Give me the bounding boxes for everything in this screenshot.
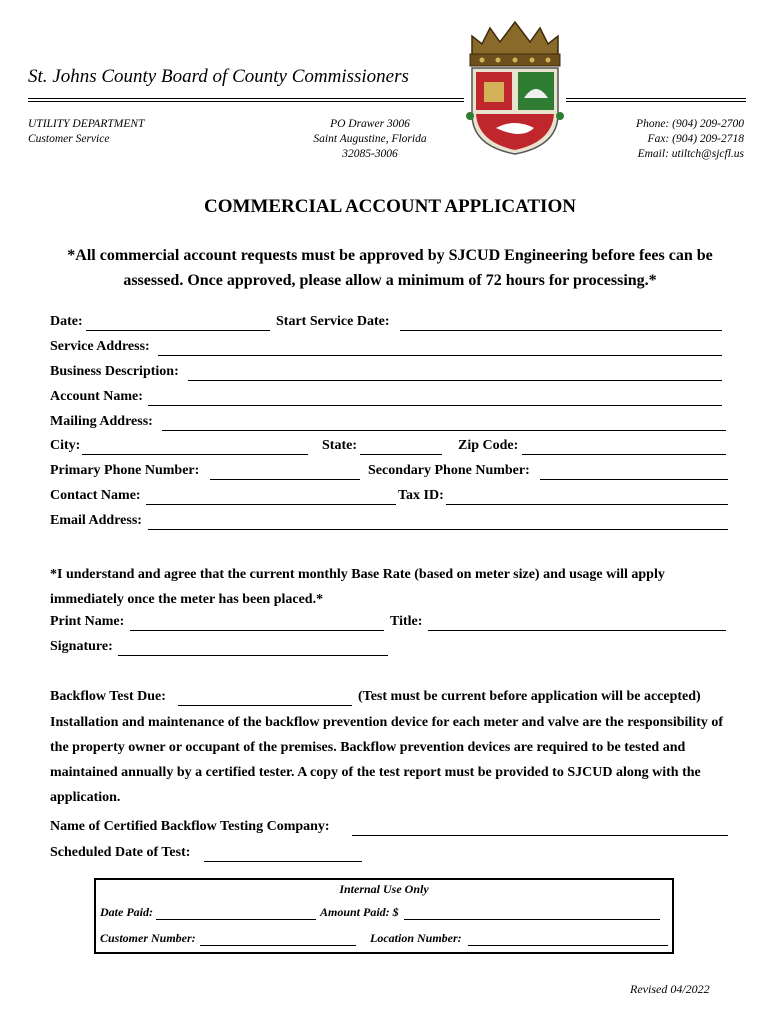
backflow-company-field[interactable] [352, 835, 728, 836]
email-address-label: Email Address: [50, 513, 142, 528]
header-rule-left [28, 98, 464, 102]
city-field[interactable] [82, 454, 308, 455]
scheduled-date-field[interactable] [204, 861, 362, 862]
date-paid-field[interactable] [156, 919, 316, 920]
signature-field[interactable] [118, 655, 388, 656]
date-paid-label: Date Paid: [100, 905, 153, 919]
title-label: Title: [390, 614, 423, 629]
backflow-paragraph: Installation and maintenance of the backflow prevention device for each meter and valve are the responsibility of the property owner or occupant of the premises. Backflow prevention devices are required to be tested and maintained annually by a certified tester. A copy of the test report must be provided to SJCUD along with the application. [50, 715, 724, 805]
business-description-label: Business Description: [50, 364, 179, 379]
title-field[interactable] [428, 630, 726, 631]
backflow-company-label: Name of Certified Backflow Testing Company: [50, 819, 330, 834]
internal-use-heading: Internal Use Only [339, 882, 429, 896]
primary-phone-field[interactable] [210, 479, 360, 480]
contact-name-label: Contact Name: [50, 488, 141, 503]
mailing-address-label: Mailing Address: [50, 414, 153, 429]
business-description-field[interactable] [188, 380, 722, 381]
amount-paid-label: Amount Paid: $ [320, 905, 399, 919]
base-rate-agreement: *I understand and agree that the current monthly Base Rate (based on meter size) and usage will apply immediately once the meter has been placed.* [50, 567, 665, 607]
customer-number-label: Customer Number: [100, 931, 196, 945]
state-label: State: [322, 438, 357, 453]
fax: Fax: (904) 209-2718 [647, 133, 744, 145]
zip-label: Zip Code: [458, 438, 519, 453]
amount-paid-field[interactable] [404, 919, 660, 920]
backflow-due-field[interactable] [178, 705, 352, 706]
secondary-phone-label: Secondary Phone Number: [368, 463, 530, 478]
date-label: Date: [50, 314, 83, 329]
service-address-field[interactable] [158, 355, 722, 356]
print-name-label: Print Name: [50, 614, 125, 629]
dept-sub: Customer Service [28, 133, 110, 145]
date-field[interactable] [86, 330, 270, 331]
signature-label: Signature: [50, 639, 113, 654]
secondary-phone-field[interactable] [540, 479, 728, 480]
mailing-address-field[interactable] [162, 430, 726, 431]
address-line-3: 32085-3006 [342, 148, 398, 160]
tax-id-field[interactable] [446, 504, 728, 505]
account-name-label: Account Name: [50, 389, 143, 404]
email-address-field[interactable] [148, 529, 728, 530]
start-service-date-field[interactable] [400, 330, 722, 331]
dept-name: UTILITY DEPARTMENT [28, 118, 145, 130]
phone: Phone: (904) 209-2700 [636, 118, 744, 130]
form-title: COMMERCIAL ACCOUNT APPLICATION [204, 196, 576, 217]
primary-phone-label: Primary Phone Number: [50, 463, 200, 478]
backflow-due-label: Backflow Test Due: [50, 689, 166, 704]
print-name-field[interactable] [130, 630, 384, 631]
approval-notice: *All commercial account requests must be approved by SJCUD Engineering before fees can be assessed. Once approved, please allow a minimum of 72 hours for processing.* [67, 247, 713, 289]
header-rule-right [566, 98, 746, 102]
state-field[interactable] [360, 454, 442, 455]
location-number-field[interactable] [468, 945, 668, 946]
tax-id-label: Tax ID: [398, 488, 444, 503]
account-name-field[interactable] [148, 405, 722, 406]
address-line-2: Saint Augustine, Florida [313, 133, 427, 145]
address-line-1: PO Drawer 3006 [330, 118, 410, 130]
email-contact: Email: utiltch@sjcfl.us [637, 148, 744, 160]
customer-number-field[interactable] [200, 945, 356, 946]
service-address-label: Service Address: [50, 339, 150, 354]
zip-field[interactable] [522, 454, 726, 455]
city-label: City: [50, 438, 81, 453]
scheduled-date-label: Scheduled Date of Test: [50, 845, 191, 860]
county-crest-icon [462, 18, 568, 160]
backflow-due-note: (Test must be current before application will be accepted) [358, 689, 701, 704]
start-service-date-label: Start Service Date: [276, 314, 390, 329]
org-name: St. Johns County Board of County Commissioners [28, 66, 409, 87]
location-number-label: Location Number: [370, 931, 462, 945]
revision-date: Revised 04/2022 [630, 982, 710, 996]
contact-name-field[interactable] [146, 504, 396, 505]
